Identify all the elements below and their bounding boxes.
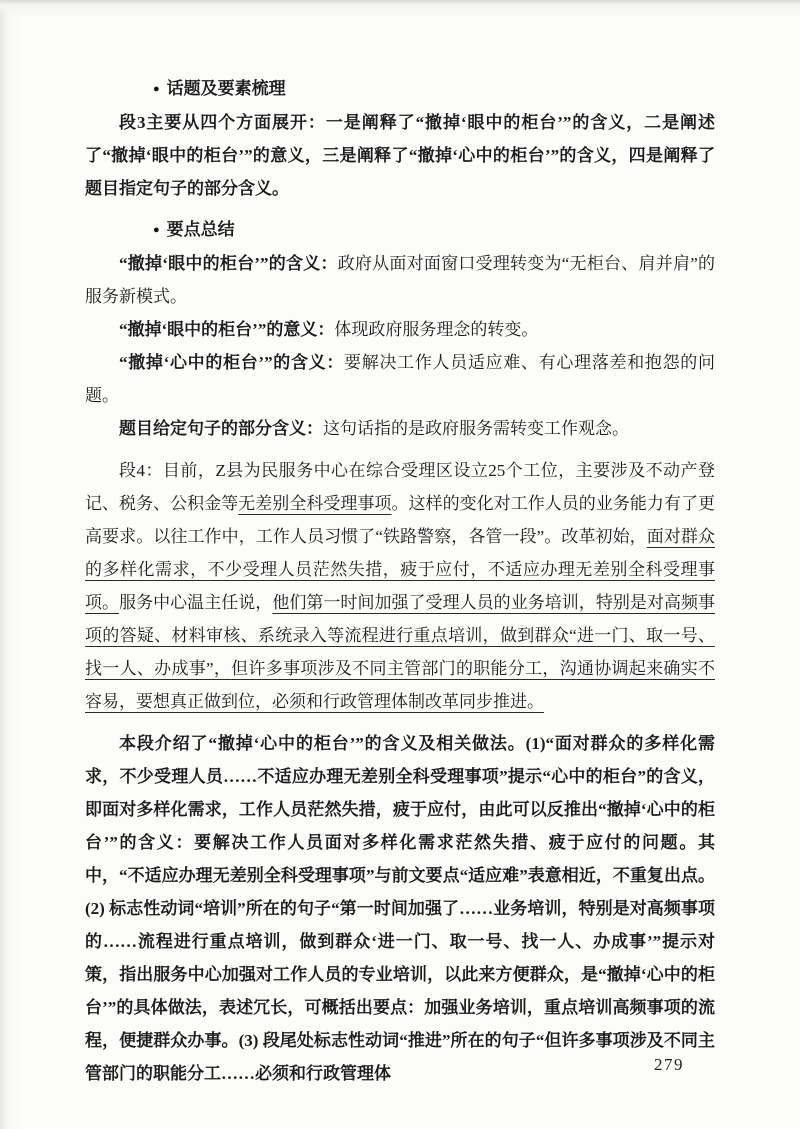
text-run: 政府从面对面窗口受理转变为“无柜台、肩并肩”的服务新模式。 xyxy=(85,254,716,306)
paragraph xyxy=(85,727,715,1090)
document-body xyxy=(85,64,715,1090)
section-heading xyxy=(85,72,715,106)
paragraph xyxy=(85,247,715,313)
paragraph xyxy=(85,106,715,205)
text-run: 要点总结 xyxy=(166,220,235,239)
text-run: 。这样的变化对工作人员的业务能力有了更高要求。以往工作中，工作人员习惯了“铁路警察，各管一段”。改革初始， xyxy=(85,494,715,546)
text-run: 段3主要从四个方面展开：一是阐释了“撤掉‘眼中的柜台’”的含义，二是阐述了“撤掉‘眼中的柜台’”的意义，三是阐释了“撤掉‘心中的柜台’”的含义，四是阐释了题目指定句子的部分含义。 xyxy=(85,113,715,198)
paragraph xyxy=(85,412,715,445)
text-run: “撤掉‘眼中的柜台’”的含义： xyxy=(119,254,338,273)
section-heading xyxy=(85,213,715,247)
text-run: 题目给定句子的部分含义： xyxy=(119,419,323,438)
paragraph xyxy=(85,313,715,346)
text-run: 要解决工作人员适应难、有心理落差和抱怨的问题。 xyxy=(85,353,716,405)
bullet-icon: ● xyxy=(153,224,160,236)
text-run: 他们第一时间加强了受理人员的业务培训，特别是对高频事项的答疑、材料审核、系统录入等流程进行重点培训，做到群众“进一门、取一号、找一人、办成事”， xyxy=(85,593,716,678)
text-run: 无差别全科受理事项 xyxy=(238,494,392,513)
text-run: 话题及要素梳理 xyxy=(166,79,286,98)
text-run: 这句话指的是政府服务需转变工作观念。 xyxy=(323,419,629,438)
paragraph xyxy=(85,454,715,718)
page-number: 279 xyxy=(654,1055,684,1074)
text-run: “撤掉‘眼中的柜台’”的意义： xyxy=(119,320,335,339)
text-run: 服务中心温主任说， xyxy=(119,593,273,612)
text-run: 段4：目前，Z县为民服务中心在综合受理区设立25个工位，主要涉及不动产登记、税务、公积金等 xyxy=(85,461,715,513)
text-run: “撤掉‘心中的柜台’”的含义： xyxy=(119,353,345,372)
text-run: 面对群众的多样化需求，不少受理人员茫然失措，疲于应付，不适应办理无差别全科受理事项。 xyxy=(85,527,716,612)
text-run: 本段介绍了“撤掉‘心中的柜台’”的含义及相关做法。(1)“面对群众的多样化需求，不少受理人员……不适应办理无差别全科受理事项”提示“心中的柜台”的含义，即面对多样化需求，工作人员茫然失措，疲于应付，由此可以反推出“撤掉‘心中的柜台’”的含义：要解决工作人员面对多样化需求茫然失措、疲于应付的问题。其中，“不适应办理无差别全科受理事项”与前文要点“适应难”表意相近，不重复出点。(2) 标志性动词“培训”所在的句子“第一时间加强了……业务培训，特别是对高频事项的……流程进行重点培训，做到群众‘进一门、取一号、找一人、办成事’”提示对策，指出服务中心加强对工作人员的专业培训，以此来方便群众，是“撤掉‘心中的柜台’”的具体做法，表述冗长，可概括出要点：加强业务培训，重点培训高频事项的流程，便捷群众办事。(3) 段尾处标志性动词“推进”所在的句子“但许多事项涉及不同主管部门的职能分工……必须和行政管理体 xyxy=(85,734,715,1083)
paragraph xyxy=(85,346,715,412)
text-run: 但许多事项涉及不同主管部门的职能分工，沟通协调起来确实不容易，要想真正做到位，必须和行政管理体制改革同步推进。 xyxy=(85,659,716,711)
text-run: 体现政府服务理念的转变。 xyxy=(334,320,539,339)
bullet-icon: ● xyxy=(153,83,160,95)
